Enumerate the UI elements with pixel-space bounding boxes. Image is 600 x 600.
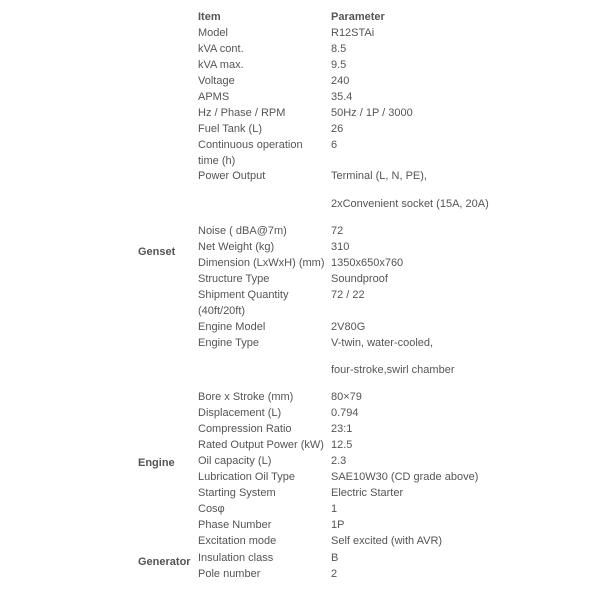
row-model-value: R12STAi: [331, 27, 375, 39]
row-noise-value: 72: [331, 225, 344, 237]
row-displacement-label: Displacement (L): [198, 407, 282, 419]
row-bore-stroke-label: Bore x Stroke (mm): [198, 391, 294, 403]
row-dimension-label: Dimension (LxWxH) (mm): [198, 257, 325, 269]
row-engine-type-value-line2: four-stroke,swirl chamber: [331, 364, 455, 376]
row-engine-type-label: Engine Type: [198, 337, 259, 349]
row-pole-number-value: 2: [331, 568, 338, 580]
row-engine-model-label: Engine Model: [198, 321, 266, 333]
row-dimension-value: 1350x650x760: [331, 257, 404, 269]
row-voltage-label: Voltage: [198, 75, 235, 87]
row-starting-system-label: Starting System: [198, 487, 276, 499]
row-cos-phi-label: Cosφ: [198, 503, 225, 515]
row-power-output-value-line2: 2xConvenient socket (15A, 20A): [331, 198, 489, 210]
column-header-item: Item: [198, 11, 221, 23]
row-fuel-tank-label: Fuel Tank (L): [198, 123, 262, 135]
section-label-generator: Generator: [138, 556, 191, 568]
row-insulation-class-label: Insulation class: [198, 552, 274, 564]
column-header-parameter: Parameter: [331, 11, 385, 23]
row-excitation-mode-label: Excitation mode: [198, 535, 277, 547]
row-continuous-operation-label: Continuous operation time (h): [198, 139, 303, 167]
row-continuous-operation-value: 6: [331, 139, 338, 151]
row-kva-cont-value: 8.5: [331, 43, 347, 55]
row-oil-capacity-label: Oil capacity (L): [198, 455, 272, 467]
row-phase-number-label: Phase Number: [198, 519, 272, 531]
row-oil-capacity-value: 2.3: [331, 455, 347, 467]
row-rated-output-power-value: 12.5: [331, 439, 353, 451]
row-kva-max-label: kVA max.: [198, 59, 244, 71]
row-pole-number-label: Pole number: [198, 568, 261, 580]
row-phase-number-value: 1P: [331, 519, 345, 531]
row-lubrication-oil-type-label: Lubrication Oil Type: [198, 471, 296, 483]
row-compression-ratio-value: 23:1: [331, 423, 353, 435]
row-engine-type-value: V-twin, water-cooled,: [331, 337, 434, 349]
row-cos-phi-value: 1: [331, 503, 338, 515]
row-apms-value: 35.4: [331, 91, 353, 103]
row-model-label: Model: [198, 27, 228, 39]
row-rated-output-power-label: Rated Output Power (kW): [198, 439, 324, 451]
row-shipment-quantity-value: 72 / 22: [331, 289, 365, 301]
row-power-output-value: Terminal (L, N, PE),: [331, 170, 427, 182]
row-net-weight-value: 310: [331, 241, 350, 253]
row-hz-phase-rpm-value: 50Hz / 1P / 3000: [331, 107, 413, 119]
row-structure-type-label: Structure Type: [198, 273, 270, 285]
section-label-engine: Engine: [138, 457, 175, 469]
row-power-output-label: Power Output: [198, 170, 266, 182]
row-shipment-quantity-label: Shipment Quantity (40ft/20ft): [198, 289, 289, 317]
row-hz-phase-rpm-label: Hz / Phase / RPM: [198, 107, 286, 119]
row-noise-label: Noise ( dBA@7m): [198, 225, 287, 237]
row-displacement-value: 0.794: [331, 407, 359, 419]
row-bore-stroke-value: 80×79: [331, 391, 362, 403]
row-compression-ratio-label: Compression Ratio: [198, 423, 292, 435]
row-fuel-tank-value: 26: [331, 123, 344, 135]
row-voltage-value: 240: [331, 75, 350, 87]
row-apms-label: APMS: [198, 91, 230, 103]
row-kva-max-value: 9.5: [331, 59, 347, 71]
row-insulation-class-value: B: [331, 552, 339, 564]
row-engine-model-value: 2V80G: [331, 321, 366, 333]
row-net-weight-label: Net Weight (kg): [198, 241, 275, 253]
row-starting-system-value: Electric Starter: [331, 487, 404, 499]
section-label-genset: Genset: [138, 246, 176, 258]
row-lubrication-oil-type-value: SAE10W30 (CD grade above): [331, 471, 479, 483]
row-excitation-mode-value: Self excited (with AVR): [331, 535, 443, 547]
row-structure-type-value: Soundproof: [331, 273, 388, 285]
row-kva-cont-label: kVA cont.: [198, 43, 244, 55]
